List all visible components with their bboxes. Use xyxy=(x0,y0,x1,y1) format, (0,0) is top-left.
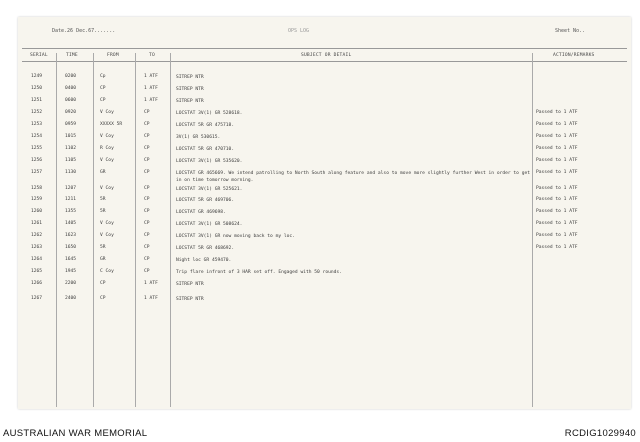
cell-serial: 1265 xyxy=(31,269,43,274)
cell-time: 1945 xyxy=(65,269,77,274)
cell-time: 0400 xyxy=(65,86,77,91)
cell-from: V Coy xyxy=(100,158,114,163)
cell-subject: SITREP NTR xyxy=(176,87,204,92)
cell-to: CP xyxy=(144,257,150,262)
cell-time: 1105 xyxy=(65,158,77,163)
cell-from: CP xyxy=(100,281,106,286)
cell-subject: LOCSTAT GR 465669. We intend patrolling to North South along feature and also to move more slightly further West in order to get in on time tomorrow morning. xyxy=(176,171,531,183)
cell-serial: 1256 xyxy=(31,158,43,163)
cell-from: CP xyxy=(100,296,106,301)
cell-serial: 1254 xyxy=(31,134,43,139)
table-row xyxy=(18,281,631,292)
cell-serial: 1258 xyxy=(31,186,43,191)
cell-time: 0959 xyxy=(65,122,77,127)
cell-to: CP xyxy=(144,233,150,238)
col-header-subject: SUBJECT OR DETAIL xyxy=(301,53,352,58)
table-row xyxy=(18,110,631,121)
cell-serial: 1266 xyxy=(31,281,43,286)
cell-from: XXXXX 5R xyxy=(100,122,123,127)
cell-action: Passed to 1 ATF xyxy=(536,221,578,226)
cell-time: 2200 xyxy=(65,281,77,286)
table-row xyxy=(18,186,631,197)
cell-time: 0920 xyxy=(65,110,77,115)
col-header-action: ACTION/REMARKS xyxy=(553,53,595,58)
cell-from: V Coy xyxy=(100,221,114,226)
table-row xyxy=(18,98,631,109)
cell-from: V Coy xyxy=(100,134,114,139)
cell-serial: 1264 xyxy=(31,257,43,262)
table-row xyxy=(18,296,631,307)
cell-serial: 1257 xyxy=(31,170,43,175)
cell-serial: 1267 xyxy=(31,296,43,301)
cell-to: 1 ATF xyxy=(144,74,158,79)
col-header-serial: SERIAL xyxy=(30,53,48,58)
cell-subject: Night loc GR 459470. xyxy=(176,258,232,263)
cell-action: Passed to 1 ATF xyxy=(536,134,578,139)
cell-subject: LOCSTAT 3V(1) GR 535620. xyxy=(176,159,243,164)
col-header-time: TIME xyxy=(66,53,78,58)
cell-from: CP xyxy=(100,98,106,103)
cell-subject: LOCSTAT 5R GR 469706. xyxy=(176,198,235,203)
table-row xyxy=(18,146,631,157)
cell-from: 5R xyxy=(100,245,106,250)
footer-source: AUSTRALIAN WAR MEMORIAL xyxy=(3,428,148,439)
cell-to: CP xyxy=(144,269,150,274)
cell-action: Passed to 1 ATF xyxy=(536,110,578,115)
table-row xyxy=(18,134,631,145)
cell-from: Cp xyxy=(100,74,106,79)
cell-subject: LOCSTAT 3V(1) GR now moving back to my loc. xyxy=(176,234,295,239)
log-sheet xyxy=(18,17,631,409)
header-rule-top xyxy=(22,48,627,49)
cell-serial: 1255 xyxy=(31,146,43,151)
cell-time: 1405 xyxy=(65,221,77,226)
cell-action: Passed to 1 ATF xyxy=(536,233,578,238)
cell-time: 0600 xyxy=(65,98,77,103)
cell-subject: Trip flare infront of 3 HAR set off. Engaged with 50 rounds. xyxy=(176,270,342,275)
cell-to: CP xyxy=(144,197,150,202)
table-row xyxy=(18,158,631,169)
cell-to: 1 ATF xyxy=(144,296,158,301)
cell-to: CP xyxy=(144,209,150,214)
cell-action: Passed to 1 ATF xyxy=(536,245,578,250)
cell-time: 0200 xyxy=(65,74,77,79)
col-header-from: FROM xyxy=(107,53,119,58)
cell-to: CP xyxy=(144,170,150,175)
cell-from: 5R xyxy=(100,209,106,214)
table-row xyxy=(18,209,631,220)
cell-action: Passed to 1 ATF xyxy=(536,158,578,163)
table-row xyxy=(18,74,631,85)
cell-action: Passed to 1 ATF xyxy=(536,170,578,175)
cell-from: R Coy xyxy=(100,146,114,151)
sheet-number: Sheet No.. xyxy=(555,28,586,34)
cell-serial: 1262 xyxy=(31,233,43,238)
table-row xyxy=(18,233,631,244)
cell-time: 1130 xyxy=(65,170,77,175)
cell-subject: SITREP NTR xyxy=(176,297,204,302)
cell-to: CP xyxy=(144,245,150,250)
cell-subject: 3V(1) GR 530615. xyxy=(176,135,221,140)
cell-to: CP xyxy=(144,158,150,163)
cell-from: V Coy xyxy=(100,110,114,115)
cell-subject: LOCSTAT 5R GR 470710. xyxy=(176,147,235,152)
cell-subject: SITREP NTR xyxy=(176,99,204,104)
cell-serial: 1261 xyxy=(31,221,43,226)
cell-subject: LOCSTAT 3V(1) GR 508624. xyxy=(176,222,243,227)
cell-subject: LOCSTAT 5R GR 475718. xyxy=(176,123,235,128)
cell-to: CP xyxy=(144,146,150,151)
cell-serial: 1263 xyxy=(31,245,43,250)
cell-from: V Coy xyxy=(100,233,114,238)
cell-serial: 1251 xyxy=(31,98,43,103)
footer-id: RCDIG1029940 xyxy=(564,428,636,439)
cell-time: 1015 xyxy=(65,134,77,139)
header-rule-bottom xyxy=(22,61,627,62)
cell-from: CP xyxy=(100,86,106,91)
cell-serial: 1260 xyxy=(31,209,43,214)
cell-to: CP xyxy=(144,186,150,191)
table-row xyxy=(18,197,631,208)
table-row xyxy=(18,257,631,268)
cell-subject: LOCSTAT 3V(1) GR 525621. xyxy=(176,187,243,192)
table-row xyxy=(18,86,631,97)
cell-subject: LOCSTAT 3V(1) GR 528618. xyxy=(176,111,243,116)
cell-time: 2400 xyxy=(65,296,77,301)
cell-action: Passed to 1 ATF xyxy=(536,197,578,202)
cell-serial: 1250 xyxy=(31,86,43,91)
cell-subject: LOCSTAT GR 469698. xyxy=(176,210,226,215)
cell-time: 1623 xyxy=(65,233,77,238)
cell-time: 1207 xyxy=(65,186,77,191)
cell-action: Passed to 1 ATF xyxy=(536,146,578,151)
table-row xyxy=(18,245,631,256)
cell-time: 1355 xyxy=(65,209,77,214)
table-row xyxy=(18,170,631,181)
cell-time: 1650 xyxy=(65,245,77,250)
cell-to: 1 ATF xyxy=(144,281,158,286)
cell-to: CP xyxy=(144,221,150,226)
cell-to: CP xyxy=(144,122,150,127)
log-title: OPS LOG xyxy=(288,28,310,34)
date-label: Date.26 Dec.67....... xyxy=(52,28,116,34)
cell-to: 1 ATF xyxy=(144,98,158,103)
cell-serial: 1253 xyxy=(31,122,43,127)
cell-serial: 1259 xyxy=(31,197,43,202)
cell-subject: SITREP NTR xyxy=(176,282,204,287)
cell-time: 1211 xyxy=(65,197,77,202)
table-row xyxy=(18,122,631,133)
cell-to: CP xyxy=(144,110,150,115)
cell-time: 1645 xyxy=(65,257,77,262)
cell-from: GR xyxy=(100,170,106,175)
cell-action: Passed to 1 ATF xyxy=(536,186,578,191)
cell-to: CP xyxy=(144,134,150,139)
table-row xyxy=(18,221,631,232)
cell-time: 1102 xyxy=(65,146,77,151)
cell-from: C Coy xyxy=(100,269,114,274)
cell-action: Passed to 1 ATF xyxy=(536,209,578,214)
cell-from: V Coy xyxy=(100,186,114,191)
table-row xyxy=(18,269,631,280)
cell-subject: SITREP NTR xyxy=(176,75,204,80)
cell-serial: 1252 xyxy=(31,110,43,115)
cell-action: Passed to 1 ATF xyxy=(536,122,578,127)
cell-from: 5R xyxy=(100,197,106,202)
cell-subject: LOCSTAT 5R GR 468692. xyxy=(176,246,235,251)
col-header-to: TO xyxy=(149,53,155,58)
cell-to: 1 ATF xyxy=(144,86,158,91)
cell-serial: 1249 xyxy=(31,74,43,79)
cell-from: GR xyxy=(100,257,106,262)
